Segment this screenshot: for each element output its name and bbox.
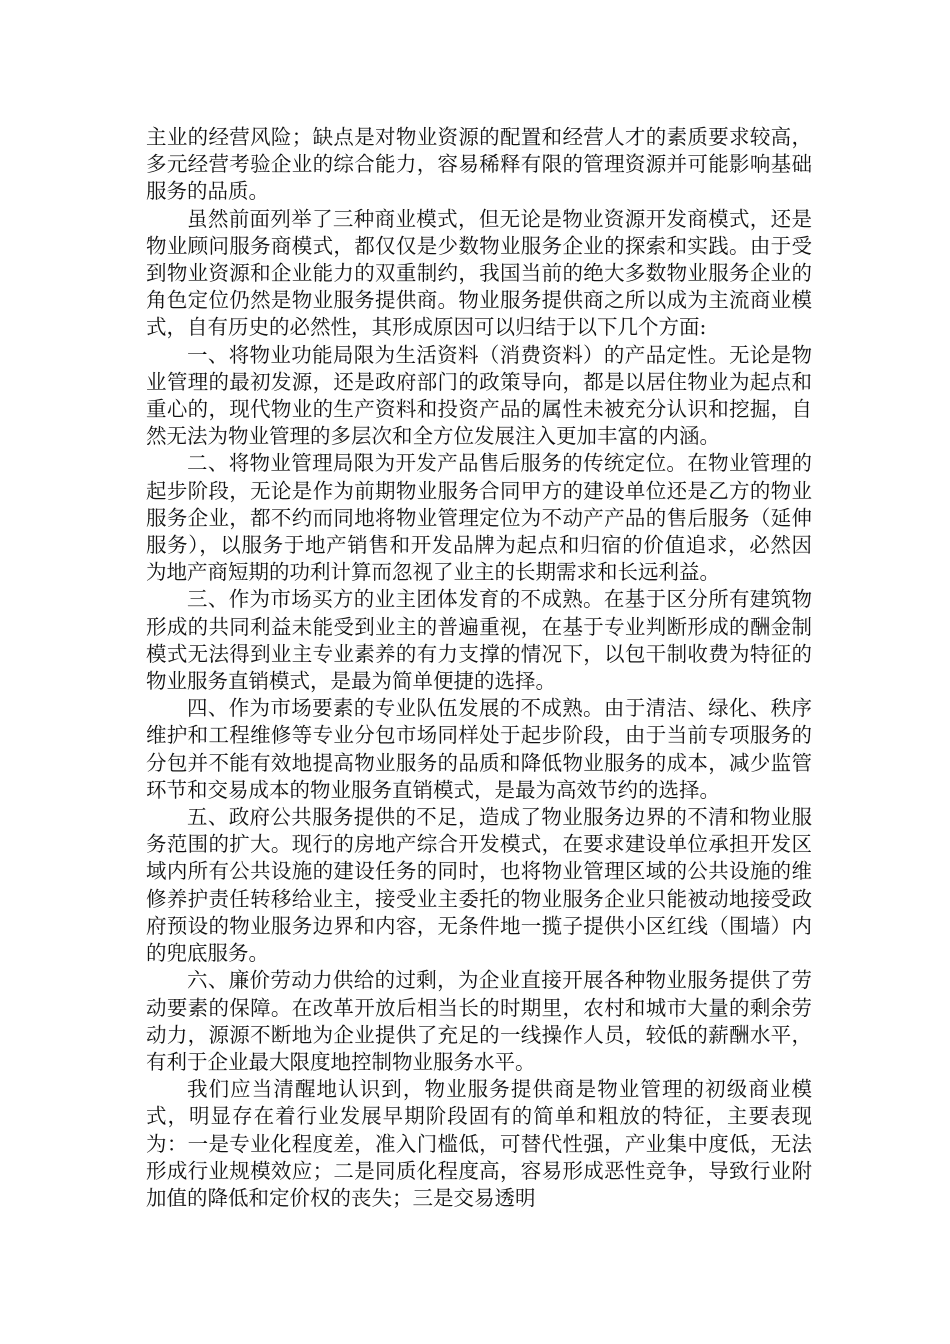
- paragraph-2: 虽然前面列举了三种商业模式，但无论是物业资源开发商模式，还是物业顾问服务商模式，都仅仅是少数物业服务企业的探索和实践。由于受到物业资源和企业能力的双重制约，我国当前的绝大多数物业服务企业的角色定位仍然是物业服务提供商。物业服务提供商之所以成为主流商业模式，自有历史的必然性，其形成原因可以归结于以下几个方面:: [146, 206, 812, 340]
- paragraph-9: 我们应当清醒地认识到，物业服务提供商是物业管理的初级商业模式，明显存在着行业发展早期阶段固有的简单和粗放的特征，主要表现为：一是专业化程度差，准入门槛低，可替代性强，产业集中度低，无法形成行业规模效应；二是同质化程度高，容易形成恶性竞争，导致行业附加值的降低和定价权的丧失；三是交易透明: [146, 1077, 812, 1210]
- paragraph-6: 四、作为市场要素的专业队伍发展的不成熟。由于清洁、绿化、秩序维护和工程维修等专业分包市场同样处于起步阶段，由于当前专项服务的分包并不能有效地提高物业服务的品质和降低物业服务的成本，减少监管环节和交易成本的物业服务直销模式，是最为高效节约的选择。: [146, 696, 812, 802]
- paragraph-3: 一、将物业功能局限为生活资料（消费资料）的产品定性。无论是物业管理的最初发源，还是政府部门的政策导向，都是以居住物业为起点和重心的，现代物业的生产资料和投资产品的属性未被充分认识和挖掘，自然无法为物业管理的多层次和全方位发展注入更加丰富的内涵。: [146, 342, 812, 449]
- paragraph-5: 三、作为市场买方的业主团体发育的不成熟。在基于区分所有建筑物形成的共同利益未能受到业主的普遍重视，在基于专业判断形成的酬金制模式无法得到业主专业素养的有力支撑的情况下，以包干制收费为特征的物业服务直销模式，是最为简单便捷的选择。: [146, 587, 812, 694]
- paragraph-4: 二、将物业管理局限为开发产品售后服务的传统定位。在物业管理的起步阶段，无论是作为前期物业服务合同甲方的建设单位还是乙方的物业服务企业，都不约而同地将物业管理定位为不动产产品的售后服务（延伸服务），以服务于地产销售和开发品牌为起点和归宿的价值追求，必然因为地产商短期的功利计算而忽视了业主的长期需求和长远利益。: [146, 451, 812, 585]
- paragraph-1: 主业的经营风险；缺点是对物业资源的配置和经营人才的素质要求较高，多元经营考验企业的综合能力，容易稀释有限的管理资源并可能影响基础服务的品质。: [146, 125, 812, 204]
- document-page: [146, 124, 812, 1212]
- paragraph-7: 五、政府公共服务提供的不足，造成了物业服务边界的不清和物业服务范围的扩大。现行的房地产综合开发模式，在要求建设单位承担开发区域内所有公共设施的建设任务的同时，也将物业管理区域的公共设施的维修养护责任转移给业主，接受业主委托的物业服务企业只能被动地接受政府预设的物业服务边界和内容，无条件地一揽子提供小区红线（围墙）内的兜底服务。: [146, 805, 812, 966]
- paragraph-8: 六、廉价劳动力供给的过剩，为企业直接开展各种物业服务提供了劳动要素的保障。在改革开放后相当长的时期里，农村和城市大量的剩余劳动力，源源不断地为企业提供了充足的一线操作人员，较低的薪酬水平，有利于企业最大限度地控制物业服务水平。: [146, 968, 812, 1074]
